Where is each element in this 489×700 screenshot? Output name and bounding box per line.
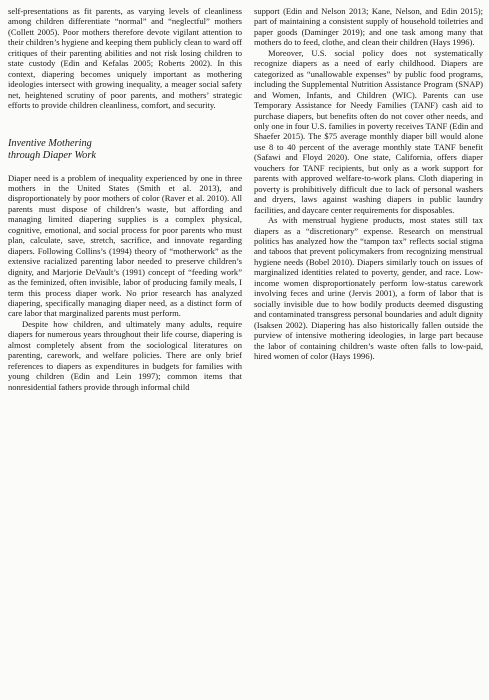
right-column [254, 6, 483, 361]
section-heading-line-1: Inventive Mothering [8, 137, 92, 149]
left-column [8, 6, 242, 392]
paragraph-menstrual: As with menstrual hygiene products, most states still tax diapers as a “discretionary” expense. Research on menstrual politics has analyzed how the “tampon tax” reflects social stigma and taboos that prevent policymakers from recognizing menstrual hygiene needs (Bobel 2010). Diapers similarly touch on issues of marginalized identities related to poverty, gender, and race. Low-income women disproportionately perform low-status carework involving feces and urine (Jervis 2001), a form of labor that is socially invisible due to how bodily products deemed disgusting and contaminated transgress personal boundaries and adult dignity (Isaksen 2002). Diapering has also historically fallen outside the purview of intensive mothering ideologies, in large part because the labor of containing children’s waste often falls to low-paid, hired women of color (Hays 1996). [254, 215, 483, 361]
paragraph-support: support (Edin and Nelson 2013; Kane, Nelson, and Edin 2015); part of maintaining a consistent supply of household toiletries and paper goods (Daminger 2019); and one task among many that mothers do to feed, clothe, and clean their children (Hays 1996). [254, 6, 483, 48]
section-heading-line-2: through Diaper Work [8, 150, 96, 162]
paragraph-diaper-need: Diaper need is a problem of inequality experienced by one in three mothers in the United States (Smith et al. 2013), and disproportionately by poor mothers of color (Raver et al. 2010). All parents must dispose of children’s waste, but affording and managing limited diapering supplies is a complex physical, cognitive, emotional, and social process for poor parents who must plan, calculate, save, stretch, sacrifice, and innovate regarding diapers. Following Collins’s (1994) theory of “motherwork” as the extensive racialized parenting labor needed to preserve children’s dignity, and Marjorie DeVault’s (1991) concept of “feeding work” as the feminized, often invisible, labor of producing family meals, I term this process diaper work. No prior research has analyzed diapering, specifically managing diaper need, as a distinct form of care labor that marginalized parents must perform. [8, 172, 242, 319]
paragraph-social-policy: Moreover, U.S. social policy does not systematically recognize diapers as a need of early childhood. Diapers are categorized as “unallowable expenses” by public food programs, including the Supplemental Nutrition Assistance Program (SNAP) and Women, Infants, and Children (WIC). Parents can use Temporary Assistance for Needy Families (TANF) cash aid to purchase diapers, but benefits often do not cover other needs, and only one in four U.S. families in poverty receives TANF (Edin and Shaefer 2015). The $75 average monthly diaper bill would alone use 8 to 40 percent of the average monthly state TANF benefit (Safawi and Floyd 2020). One state, California, offers diaper vouchers for TANF recipients, but only as a work support for parents with approved welfare-to-work plans. Cloth diapering in poverty is prohibitively difficult due to lack of personal washers and dryers, laws against washing diapers in public laundry facilities, and daycare center requirements for disposables. [254, 47, 483, 215]
section-heading [8, 138, 242, 163]
paragraph-despite: Despite how children, and ultimately many adults, require diapers for numerous years throughout their life course, diapering is almost completely absent from the sociological literatures on parenting, carework, and welfare policies. There are only brief references to diapers as expenditures in budgets for families with young children (Edin and Lein 1997); common items that nonresidential fathers provide through informal child [8, 318, 242, 392]
paragraph-self-presentations: self-presentations as fit parents, as varying levels of cleanliness among children differentiate “normal” and “neglectful” mothers (Collett 2005). Poor mothers therefore devote vigilant attention to their children’s hygiene and keeping them publicly clean to ward off critiques of their parenting abilities and not risk losing children to state custody (Edin and Kefalas 2005; Roberts 2002). In this context, diapering becomes uniquely important as mothering ideologies intersect with growing inequality, a meager social safety net, heightened scrutiny of poor parents, and mothers’ strategic efforts to provide children cleanliness, comfort, and security. [8, 6, 242, 111]
